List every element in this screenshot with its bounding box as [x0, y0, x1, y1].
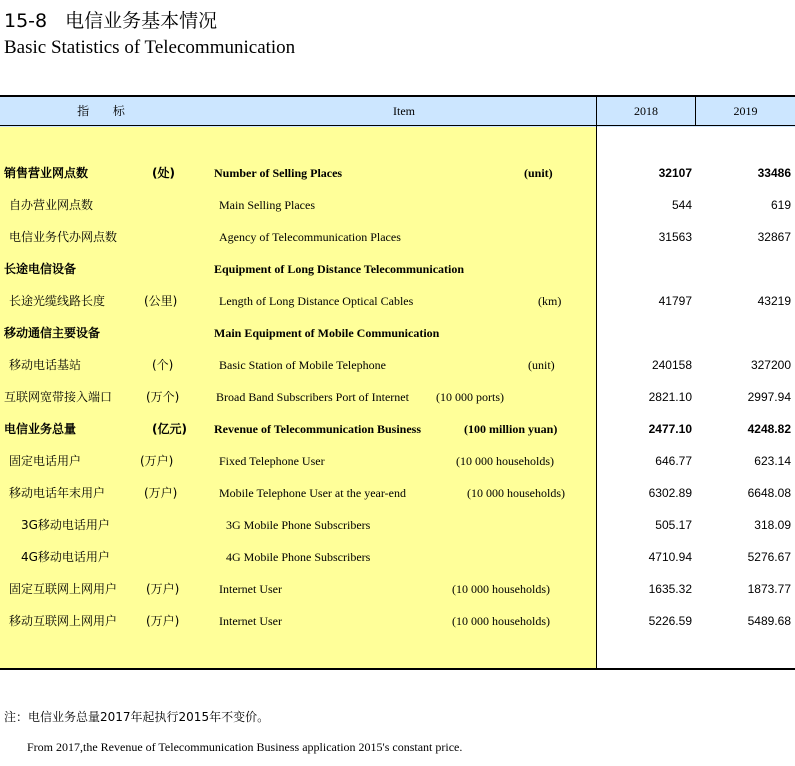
row-value-2019: 43219: [757, 294, 791, 308]
table-row: [0, 578, 795, 600]
row-unit-cn: (公里): [144, 294, 178, 308]
row-indicator-cn: 移动电话基站: [9, 358, 82, 372]
table-row: [0, 546, 795, 568]
row-indicator-cn: 自办营业网点数: [9, 198, 94, 212]
row-value-2018: 646.77: [655, 454, 692, 468]
row-unit-en: (10 000 households): [456, 454, 554, 468]
row-item-en: 3G Mobile Phone Subscribers: [226, 518, 371, 532]
row-value-2018: 6302.89: [648, 486, 692, 500]
row-item-en: Basic Station of Mobile Telephone: [219, 358, 386, 372]
row-value-2019: 623.14: [754, 454, 791, 468]
row-value-2019: 4248.82: [747, 422, 791, 436]
table-row: [0, 482, 795, 504]
row-value-2018: 544: [671, 198, 692, 212]
table-row: [0, 386, 795, 408]
row-unit-cn: (个): [152, 358, 174, 372]
row-unit-cn: (处): [152, 166, 175, 180]
header-item: Item: [393, 104, 415, 118]
footnote-en: From 2017,the Revenue of Telecommunication Business application 2015's constant price.: [27, 740, 463, 754]
row-value-2018: 1635.32: [648, 582, 692, 596]
table-row: [0, 194, 795, 216]
row-item-en: Broad Band Subscribers Port of Internet: [216, 390, 409, 404]
header-year-2018: 2018: [634, 104, 658, 118]
row-value-2019: 318.09: [754, 518, 791, 532]
row-value-2019: 327200: [750, 358, 791, 372]
row-item-en: Main Selling Places: [219, 198, 315, 212]
row-unit-en: (100 million yuan): [464, 422, 558, 436]
row-item-en: Length of Long Distance Optical Cables: [219, 294, 414, 308]
row-unit-en: (unit): [524, 166, 553, 180]
row-value-2019: 2997.94: [747, 390, 791, 404]
row-unit-cn: (亿元): [152, 422, 187, 436]
row-value-2018: 41797: [658, 294, 692, 308]
table-row: [0, 290, 795, 312]
row-value-2018: 5226.59: [648, 614, 692, 628]
row-indicator-cn: 3G移动电话用户: [21, 518, 110, 532]
row-value-2019: 619: [770, 198, 791, 212]
row-indicator-cn: 移动通信主要设备: [4, 326, 101, 340]
table-row: [0, 610, 795, 632]
row-indicator-cn: 长途光缆线路长度: [9, 294, 106, 308]
row-indicator-cn: 互联网宽带接入端口: [4, 390, 113, 404]
row-indicator-cn: 固定互联网上网用户: [9, 582, 118, 596]
row-item-en: Agency of Telecommunication Places: [219, 230, 401, 244]
row-item-en: Mobile Telephone User at the year-end: [219, 486, 406, 500]
page-title-en: Basic Statistics of Telecommunication: [4, 37, 296, 58]
row-indicator-cn: 移动互联网上网用户: [9, 614, 118, 628]
row-value-2019: 6648.08: [747, 486, 791, 500]
row-value-2019: 32867: [757, 230, 791, 244]
row-item-en: Fixed Telephone User: [219, 454, 325, 468]
row-unit-en: (10 000 households): [467, 486, 565, 500]
row-value-2019: 1873.77: [747, 582, 791, 596]
table-row: [0, 258, 795, 280]
row-unit-cn: (万户): [140, 454, 174, 468]
statistics-table: [0, 95, 795, 670]
row-value-2018: 2821.10: [648, 390, 692, 404]
row-value-2019: 5489.68: [747, 614, 791, 628]
row-unit-en: (km): [538, 294, 562, 308]
row-indicator-cn: 4G移动电话用户: [21, 550, 110, 564]
page-title-cn: [4, 6, 217, 33]
footnote-cn: 注：电信业务总量2017年起执行2015年不变价。: [4, 710, 270, 724]
table-row: [0, 162, 795, 184]
table-number: 15-8: [4, 10, 48, 32]
row-item-en: Number of Selling Places: [214, 166, 343, 180]
table-row: [0, 354, 795, 376]
row-item-en: Equipment of Long Distance Telecommunication: [214, 262, 465, 276]
row-value-2018: 32107: [658, 166, 692, 180]
row-value-2018: 240158: [651, 358, 692, 372]
row-value-2018: 505.17: [655, 518, 692, 532]
header-year-2019: 2019: [733, 104, 758, 118]
table-row: [0, 226, 795, 248]
row-indicator-cn: 移动电话年末用户: [9, 486, 106, 500]
row-value-2018: 2477.10: [648, 422, 692, 436]
row-item-en: Main Equipment of Mobile Communication: [214, 326, 440, 340]
row-unit-cn: (万户): [144, 486, 178, 500]
table-row: [0, 418, 795, 440]
row-unit-cn: (万户): [146, 582, 180, 596]
table-row: [0, 450, 795, 472]
row-indicator-cn: 长途电信设备: [4, 262, 77, 276]
row-indicator-cn: 固定电话用户: [9, 454, 82, 468]
title-cn-text: 电信业务基本情况: [65, 10, 218, 32]
row-indicator-cn: 电信业务代办网点数: [9, 230, 118, 244]
row-indicator-cn: 销售营业网点数: [4, 166, 89, 180]
row-value-2019: 33486: [757, 166, 791, 180]
header-indicator: 指 标: [77, 104, 135, 118]
row-unit-en: (10 000 households): [452, 614, 550, 628]
row-unit-en: (10 000 households): [452, 582, 550, 596]
row-unit-cn: (万户): [146, 614, 180, 628]
row-unit-en: (unit): [528, 358, 555, 372]
row-item-en: 4G Mobile Phone Subscribers: [226, 550, 371, 564]
row-item-en: Revenue of Telecommunication Business: [214, 422, 422, 436]
row-value-2019: 5276.67: [747, 550, 791, 564]
table-row: [0, 322, 795, 344]
row-item-en: Internet User: [219, 614, 282, 628]
table-bottom-rule: [0, 668, 795, 670]
row-unit-cn: (万个): [146, 390, 180, 404]
row-item-en: Internet User: [219, 582, 282, 596]
row-value-2018: 31563: [658, 230, 692, 244]
row-indicator-cn: 电信业务总量: [4, 422, 77, 436]
row-unit-en: (10 000 ports): [436, 390, 504, 404]
row-value-2018: 4710.94: [648, 550, 692, 564]
table-row: [0, 514, 795, 536]
